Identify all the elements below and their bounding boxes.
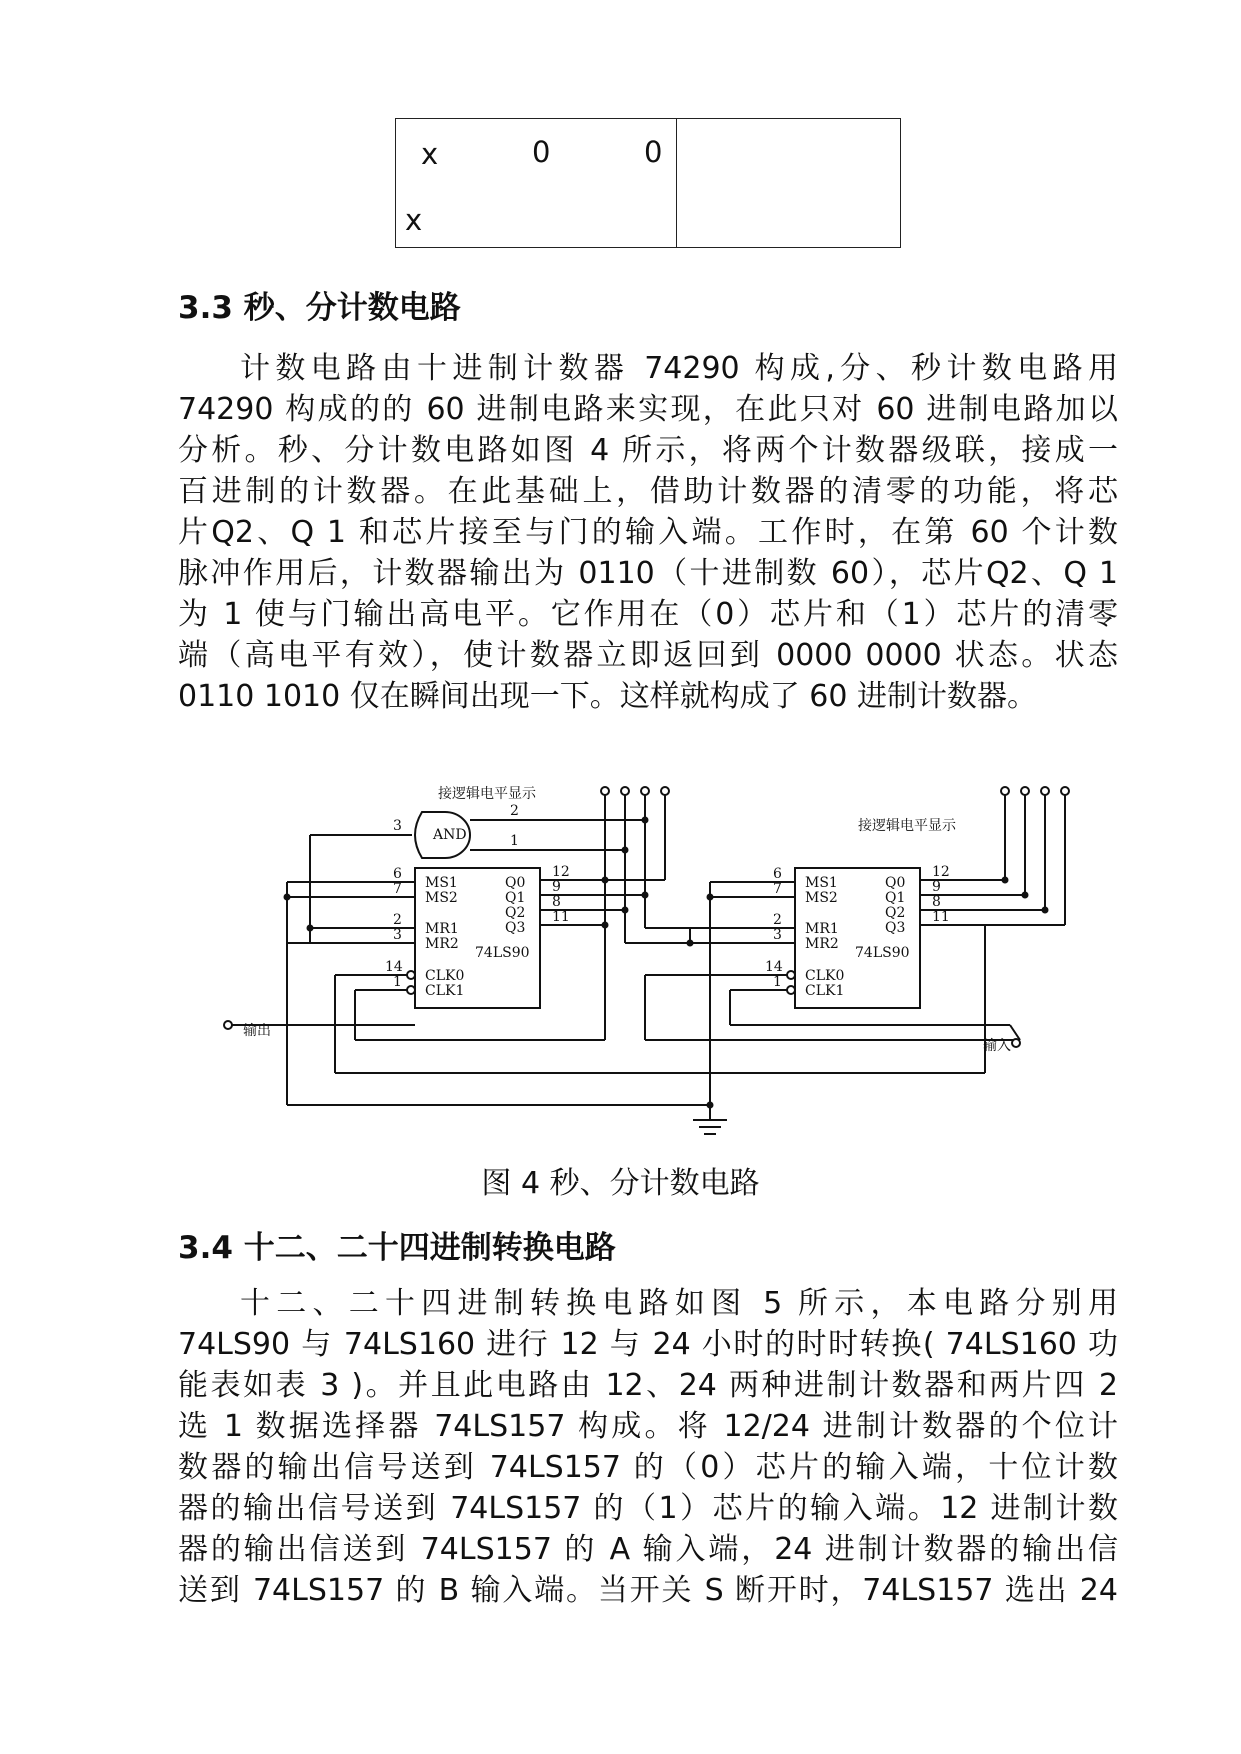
table-cell: 0	[644, 135, 663, 169]
pin-number: 1	[510, 833, 519, 849]
text-line: 选 1 数据选择器 74LS157 构成。将 12/24 进制计数器的个位计	[178, 1409, 1118, 1444]
text-line: 百进制的计数器。在此基础上，借助计数器的清零的功能，将芯	[178, 474, 1118, 509]
pin-number: 7	[773, 881, 782, 897]
table-cell: x	[421, 137, 439, 171]
pin-label: CLK0	[425, 968, 465, 984]
text-line: 数器的输出信号送到 74LS157 的（0）芯片的输入端，十位计数	[178, 1450, 1118, 1485]
pin-number: 3	[393, 927, 402, 943]
pin-label: MR2	[425, 936, 459, 952]
pin-label: Q3	[505, 920, 526, 936]
pin-number: 12	[932, 864, 950, 880]
pin-label: Q1	[885, 890, 906, 906]
pin-label: Q3	[885, 920, 906, 936]
table-cell: x	[405, 203, 423, 237]
pin-number: 1	[773, 974, 782, 990]
pin-label: MR1	[425, 921, 459, 937]
pin-number: 6	[773, 866, 782, 882]
pin-number: 2	[510, 803, 519, 819]
pin-label: Q0	[505, 875, 526, 891]
pin-number: 1	[393, 974, 402, 990]
pin-label: MS1	[805, 875, 838, 891]
pin-number: 7	[393, 881, 402, 897]
text-line: 为 1 使与门输出高电平。它作用在（0）芯片和（1）芯片的清零	[178, 597, 1118, 632]
text-line: 74LS90 与 74LS160 进行 12 与 24 小时的时时转换( 74LS160 功	[178, 1327, 1118, 1362]
section-heading: 3.3 秒、分计数电路	[178, 290, 461, 326]
text-line: 片Q2、Q 1 和芯片接至与门的输入端。工作时，在第 60 个计数	[178, 515, 1118, 550]
pin-label: CLK1	[425, 983, 465, 999]
text-line: 分析。秒、分计数电路如图 4 所示，将两个计数器级联，接成一	[178, 433, 1118, 468]
chip-name: 74LS90	[855, 945, 910, 961]
text-line: 器的输出信送到 74LS157 的 A 输入端，24 进制计数器的输出信	[178, 1532, 1118, 1567]
text-line: 能表如表 3 )。并且此电路由 12、24 两种进制计数器和两片四 2	[178, 1368, 1118, 1403]
pin-number: 2	[773, 912, 782, 928]
text-line: 端（高电平有效），使计数器立即返回到 0000 0000 状态。状态	[178, 638, 1118, 673]
pin-label: MR2	[805, 936, 839, 952]
text-line: 器的输出信号送到 74LS157 的（1）芯片的输入端。12 进制计数	[178, 1491, 1118, 1526]
input-label: 输入	[983, 1038, 1011, 1054]
output-label: 输出	[243, 1023, 271, 1039]
pin-number: 11	[552, 909, 570, 925]
pin-number: 14	[385, 959, 403, 975]
pin-number: 12	[552, 864, 570, 880]
pin-label: MS2	[805, 890, 838, 906]
display-label: 接逻辑电平显示	[438, 786, 536, 802]
pin-label: CLK1	[805, 983, 845, 999]
section-paragraph	[178, 1283, 1118, 1611]
pin-number: 9	[552, 879, 561, 895]
pin-number: 2	[393, 912, 402, 928]
pin-label: Q1	[505, 890, 526, 906]
display-label: 接逻辑电平显示	[858, 818, 956, 834]
pin-number: 3	[393, 818, 402, 834]
gate-label: AND	[433, 827, 467, 843]
pin-label: MS2	[425, 890, 458, 906]
chip-name: 74LS90	[475, 945, 530, 961]
pin-number: 14	[765, 959, 783, 975]
pin-label: MS1	[425, 875, 458, 891]
pin-number: 9	[932, 879, 941, 895]
pin-number: 6	[393, 866, 402, 882]
pin-label: Q2	[885, 905, 906, 921]
text-line: 计数电路由十进制计数器 74290 构成,分、秒计数电路用	[240, 351, 1118, 386]
pin-label: Q2	[505, 905, 526, 921]
pin-number: 3	[773, 927, 782, 943]
pin-number: 8	[932, 894, 941, 910]
table-cell: 0	[532, 135, 551, 169]
text-line: 74290 构成的的 60 进制电路来实现，在此只对 60 进制电路加以	[178, 392, 1118, 427]
section-heading: 3.4 十二、二十四进制转换电路	[178, 1230, 616, 1266]
figure-caption: 图 4 秒、分计数电路	[481, 1166, 760, 1201]
pin-number: 11	[932, 909, 950, 925]
pin-label: MR1	[805, 921, 839, 937]
pin-number: 8	[552, 894, 561, 910]
text-line: 十二、二十四进制转换电路如图 5 所示，本电路分别用	[240, 1286, 1118, 1321]
pin-label: Q0	[885, 875, 906, 891]
text-line: 0110 1010 仅在瞬间出现一下。这样就构成了 60 进制计数器。	[178, 679, 1038, 714]
text-line: 脉冲作用后，计数器输出为 0110（十进制数 60），芯片Q2、Q 1	[178, 556, 1118, 591]
text-line: 送到 74LS157 的 B 输入端。当开关 S 断开时，74LS157 选出 24	[178, 1573, 1118, 1608]
pin-label: CLK0	[805, 968, 845, 984]
